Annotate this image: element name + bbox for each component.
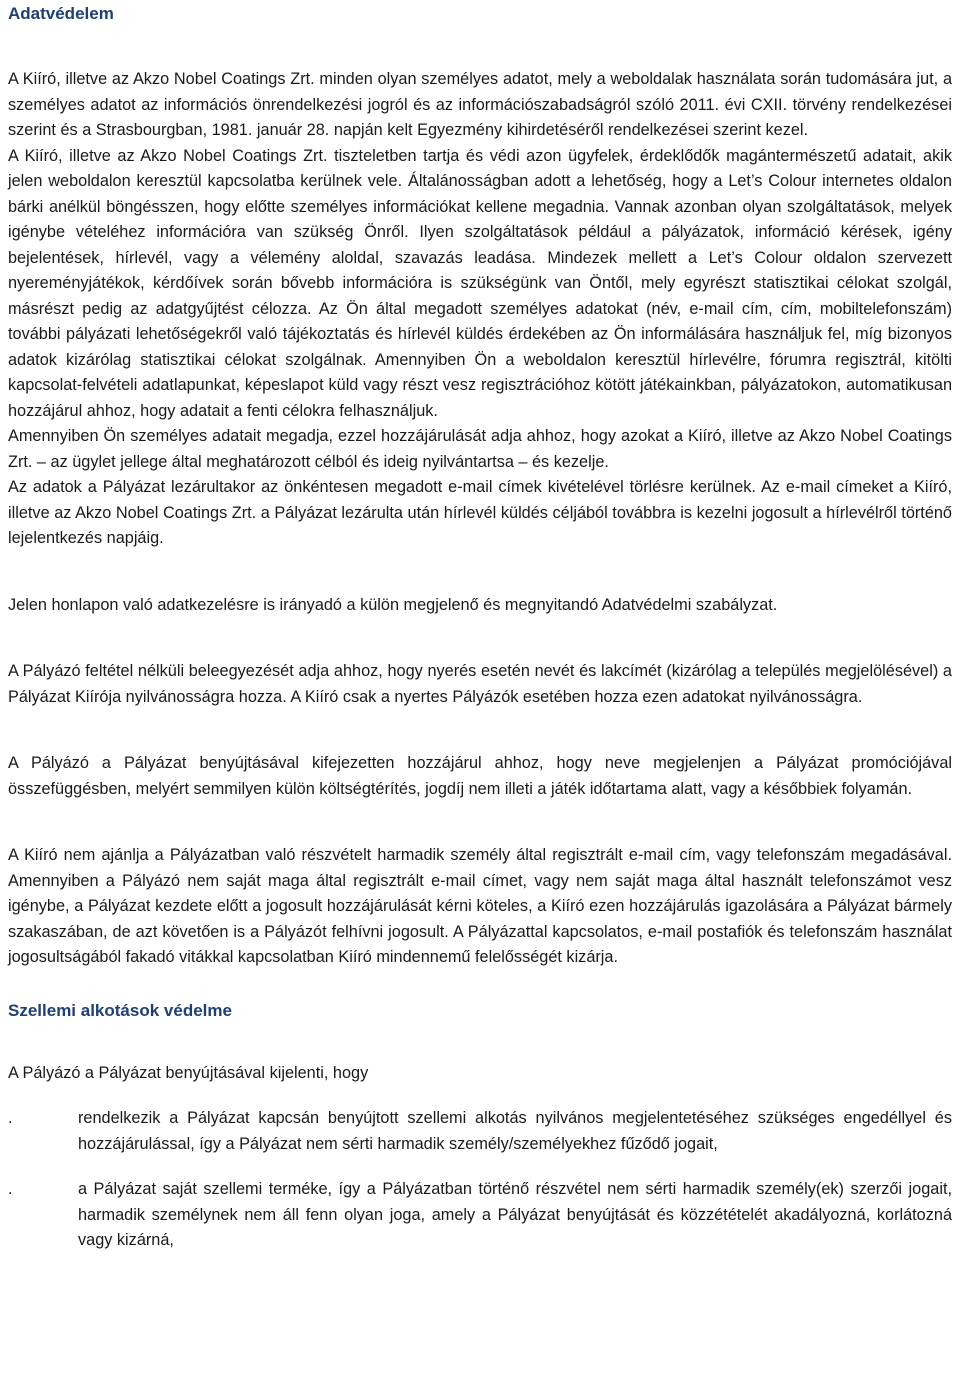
privacy-paragraph-5: Jelen honlapon való adatkezelésre is irányadó a külön megjelenő és megnyitandó Adatvédelmi szabályzat.	[8, 595, 778, 614]
list-item-text: rendelkezik a Pályázat kapcsán benyújtott szellemi alkotás nyilvános megjelentetéséhez szükséges engedéllyel és hozzájárulással, így a Pályázat nem sérti harmadik személy/személyekhez fűződő jogait,	[78, 1109, 952, 1153]
privacy-paragraph-6: A Pályázó feltétel nélküli beleegyezését adja ahhoz, hogy nyerés esetén nevét és lakcímét (kizárólag a település megjelölésével) a Pályázat Kiírója nyilvánosságra hozza. A Kiíró csak a nyertes Pályázók esetében hozza ezen adatokat nyilvánosságra.	[8, 662, 952, 706]
privacy-paragraph-1: A Kiíró, illetve az Akzo Nobel Coatings Zrt. minden olyan személyes adatot, mely a weboldalak használata során tudomására jut, a személyes adatot az információs önrendelkezési jogról és az információszabadságról szóló 2011. évi CXII. törvény rendelkezései szerint és a Strasbourgban, 1981. január 28. napján kelt Egyezmény kihirdetéséről rendelkezései szerint kezel.	[8, 70, 952, 139]
section-title-intellectual-property: Szellemi alkotások védelme	[8, 1000, 232, 1020]
list-bullet: .	[8, 1180, 13, 1198]
ip-intro: A Pályázó a Pályázat benyújtásával kijelenti, hogy	[8, 1063, 369, 1082]
privacy-paragraph-2: A Kiíró, illetve az Akzo Nobel Coatings Zrt. tiszteletben tartja és védi azon ügyfelek, érdeklődők magántermészetű adatait, akik jelen weboldalon keresztül kapcsolatba kerülnek vele. Általánosságban adott a lehetőség, hogy a Let’s Colour internetes oldalon bárki anélkül böngésszen, hogy előtte személyes információkat kellene megadnia. Vannak azonban olyan szolgáltatások, melyek igénybe vételéhez információra van szükség Önről. Ilyen szolgáltatások például a pályázatok, információ kérések, igény bejelentések, hírlevél, vagy a vélemény aloldal, szavazás leadása. Mindezek mellett a Let’s Colour oldalon szervezett nyereményjátékok, kérdőívek során bővebb információra is szükségünk van Öntől, mely egyrészt statisztikai célokat szolgál, másrészt pedig az adatgyűjtést célozza. Az Ön által megadott személyes adatokat (név, e-mail cím, cím, mobiltelefonszám) további pályázati lehetőségekről való tájékoztatás és hírlevél küldés érdekében az Ön informálására használjuk fel, míg bizonyos adatok kizárólag statisztikai célokat szolgálnak. Amennyiben Ön a weboldalon keresztül hírlevélre, fórumra regisztrál, kitölti kapcsolat-felvételi adatlapunkat, képeslapot küld vagy részt vesz regisztrációhoz kötött játékainkban, pályázatokon, automatikusan hozzájárul ahhoz, hogy adatait a fenti célokra felhasználjuk.	[8, 146, 952, 420]
list-item-text: a Pályázat saját szellemi terméke, így a Pályázatban történő részvétel nem sérti harmadik személy(ek) szerzői jogait, harmadik személynek nem áll fenn olyan joga, amely a Pályázat benyújtását és közzétételét akadályozná, korlátozná vagy kizárná,	[78, 1180, 952, 1249]
privacy-paragraph-3: Amennyiben Ön személyes adatait megadja, ezzel hozzájárulását adja ahhoz, hogy azokat a Kiíró, illetve az Akzo Nobel Coatings Zrt. – az ügylet jellege által meghatározott célból és ideig nyilvántartsa – és kezelje.	[8, 427, 952, 471]
section-title-privacy: Adatvédelem	[8, 4, 114, 23]
privacy-paragraph-4: Az adatok a Pályázat lezárultakor az önkéntesen megadott e-mail címek kivételével törlésre kerülnek. Az e-mail címeket a Kiíró, illetve az Akzo Nobel Coatings Zrt. a Pályázat lezárulta után hírlevél küldés céljából továbbra is kezelni jogosult a hírlevélről történő lejelentkezés napjáig.	[8, 478, 952, 547]
list-bullet: .	[8, 1109, 13, 1127]
ip-declarations-list	[8, 1106, 952, 1254]
privacy-paragraph-8: A Kiíró nem ajánlja a Pályázatban való részvételt harmadik személy által regisztrált e-mail cím, vagy telefonszám megadásával. Amennyiben a Pályázó nem saját maga által regisztrált e-mail címet, vagy nem saját maga által használt telefonszámot vesz igénybe, a Pályázat kezdete előtt a jogosult hozzájárulását kérni köteles, a Kiíró ezen hozzájárulás igazolására a Pályázat bármely szakaszában, de azt követően is a Pályázót felhívni jogosult. A Pályázattal kapcsolatos, e-mail postafiók és telefonszám használat jogosultságából fakadó vitákkal kapcsolatban Kiíró mindennemű felelősségét kizárja.	[8, 846, 952, 966]
privacy-paragraph-7: A Pályázó a Pályázat benyújtásával kifejezetten hozzájárul ahhoz, hogy neve megjelenjen a Pályázat promóciójával összefüggésben, melyért semmilyen külön költségtérítés, jogdíj nem illeti a játék időtartama alatt, vagy a későbbiek folyamán.	[8, 754, 952, 798]
list-item	[8, 1177, 952, 1254]
list-item	[8, 1106, 952, 1157]
